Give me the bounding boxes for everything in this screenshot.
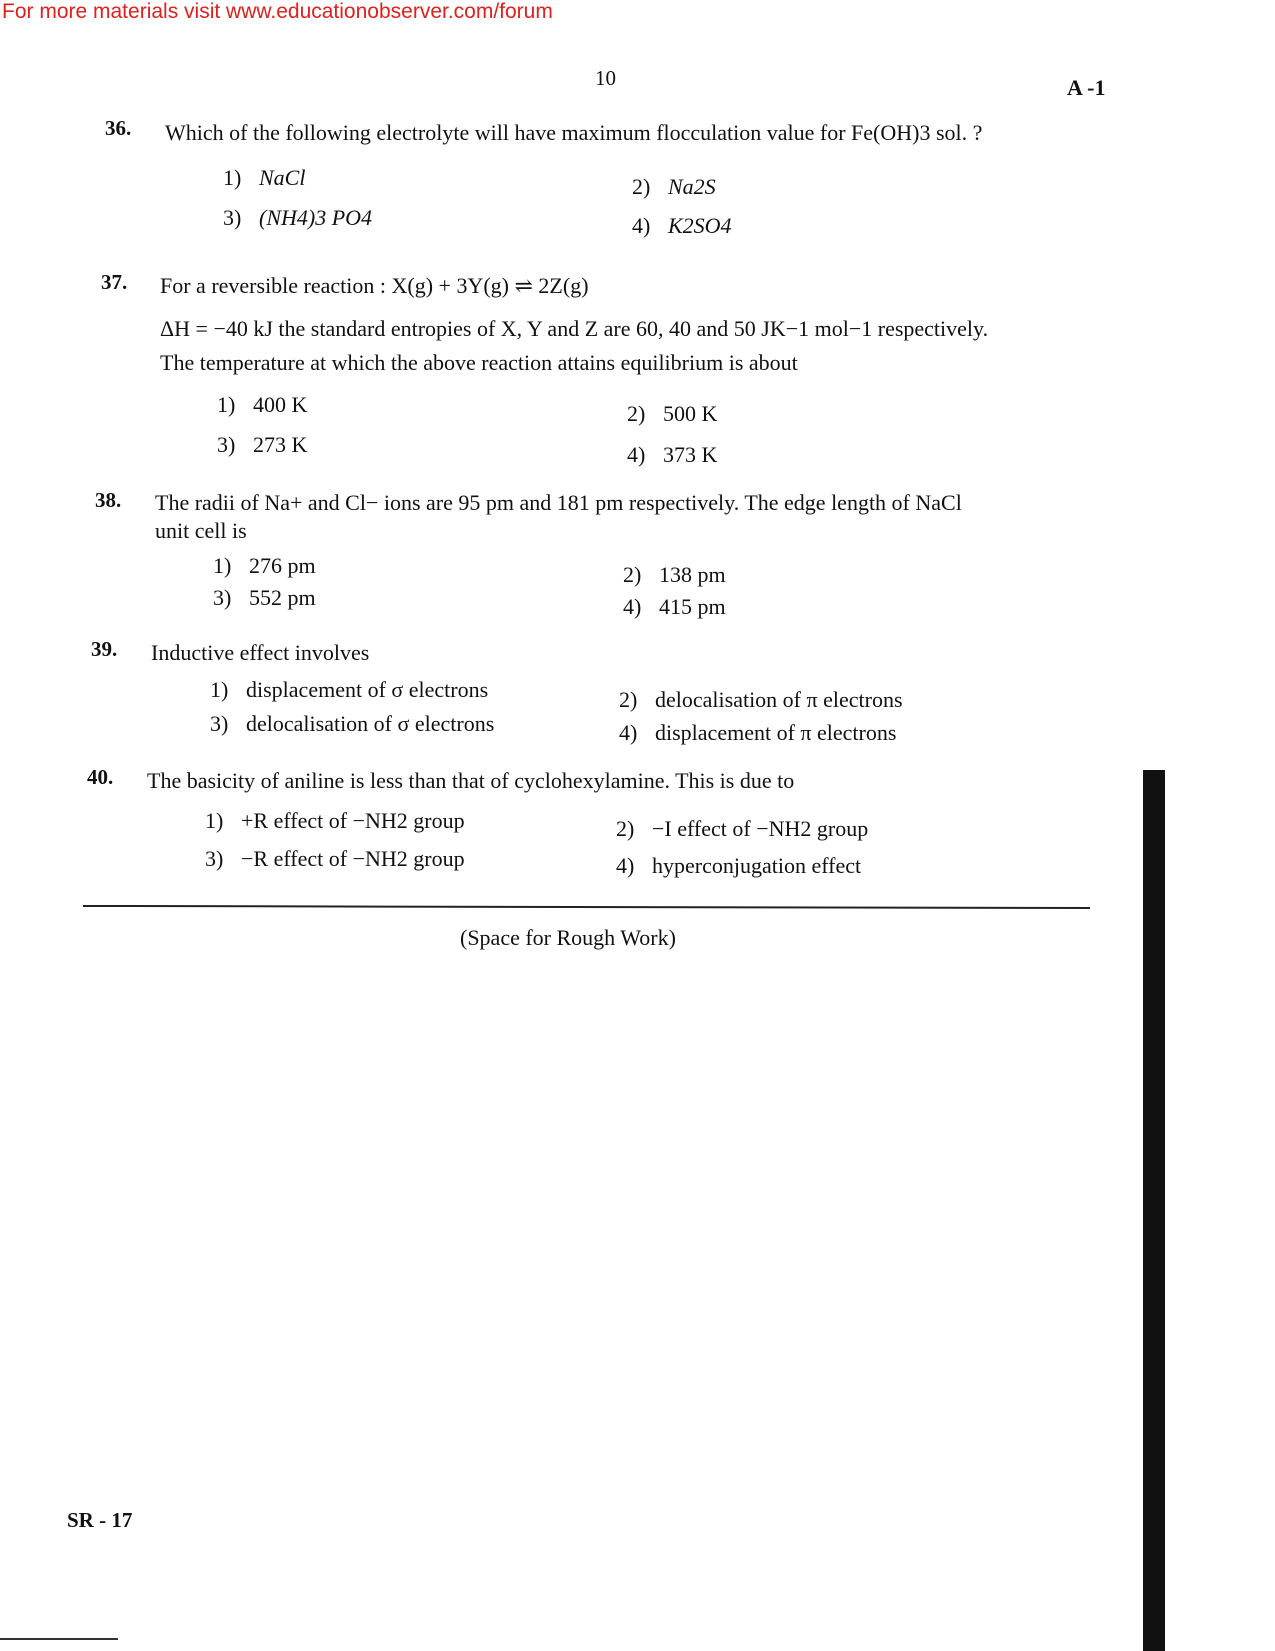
question-text: The basicity of aniline is less than that of cyclohexylamine. This is due to bbox=[147, 768, 795, 793]
option: 2) −I effect of −NH2 group bbox=[616, 816, 869, 841]
option: 2) Na2S bbox=[632, 174, 716, 199]
option: 4) displacement of π electrons bbox=[619, 720, 897, 745]
question-number: 40. bbox=[87, 765, 114, 789]
question-number: 39. bbox=[91, 637, 118, 661]
option: 2) 138 pm bbox=[623, 562, 726, 587]
question-number: 37. bbox=[101, 270, 128, 294]
option: 1) displacement of σ electrons bbox=[210, 677, 489, 702]
page-number: 10 bbox=[595, 66, 616, 90]
question-text: ΔH = −40 kJ the standard entropies of X, Y and Z are 60, 40 and 50 JK−1 mol−1 respectively. bbox=[160, 316, 989, 341]
option: 1) +R effect of −NH2 group bbox=[205, 808, 465, 833]
option: 4) 373 K bbox=[627, 442, 718, 467]
option: 3) −R effect of −NH2 group bbox=[205, 846, 465, 871]
option: 2) delocalisation of π electrons bbox=[619, 687, 903, 712]
option: 4) 415 pm bbox=[623, 594, 726, 619]
rough-work-label: (Space for Rough Work) bbox=[460, 925, 676, 950]
divider-rule bbox=[83, 905, 1090, 909]
option: 3) (NH4)3 PO4 bbox=[223, 205, 373, 230]
question-text: unit cell is bbox=[155, 518, 247, 543]
question-number: 36. bbox=[105, 116, 132, 140]
option: 1) 276 pm bbox=[213, 553, 316, 578]
footer-code: SR - 17 bbox=[67, 1508, 133, 1532]
paper-code: A -1 bbox=[1067, 75, 1106, 100]
source-banner: For more materials visit www.educationobserver.com/forum bbox=[2, 0, 553, 23]
question-number: 38. bbox=[95, 488, 122, 512]
option: 3) 273 K bbox=[217, 432, 308, 457]
option: 3) delocalisation of σ electrons bbox=[210, 711, 495, 736]
scan-edge-bar bbox=[1143, 770, 1165, 1651]
option: 2) 500 K bbox=[627, 401, 718, 426]
question-text: Inductive effect involves bbox=[151, 640, 370, 665]
option: 1) 400 K bbox=[217, 392, 308, 417]
option: 4) hyperconjugation effect bbox=[616, 853, 862, 878]
question-text: Which of the following electrolyte will have maximum flocculation value for Fe(OH)3 sol. ? bbox=[165, 120, 983, 145]
question-text: The radii of Na+ and Cl− ions are 95 pm and 181 pm respectively. The edge length of NaCl bbox=[155, 490, 962, 515]
question-text: The temperature at which the above reaction attains equilibrium is about bbox=[160, 350, 798, 375]
bottom-rule bbox=[0, 1638, 118, 1640]
question-text: For a reversible reaction : X(g) + 3Y(g) ⇌ 2Z(g) bbox=[160, 273, 589, 298]
option: 4) K2SO4 bbox=[632, 213, 732, 238]
option: 3) 552 pm bbox=[213, 585, 316, 610]
option: 1) NaCl bbox=[223, 165, 306, 190]
